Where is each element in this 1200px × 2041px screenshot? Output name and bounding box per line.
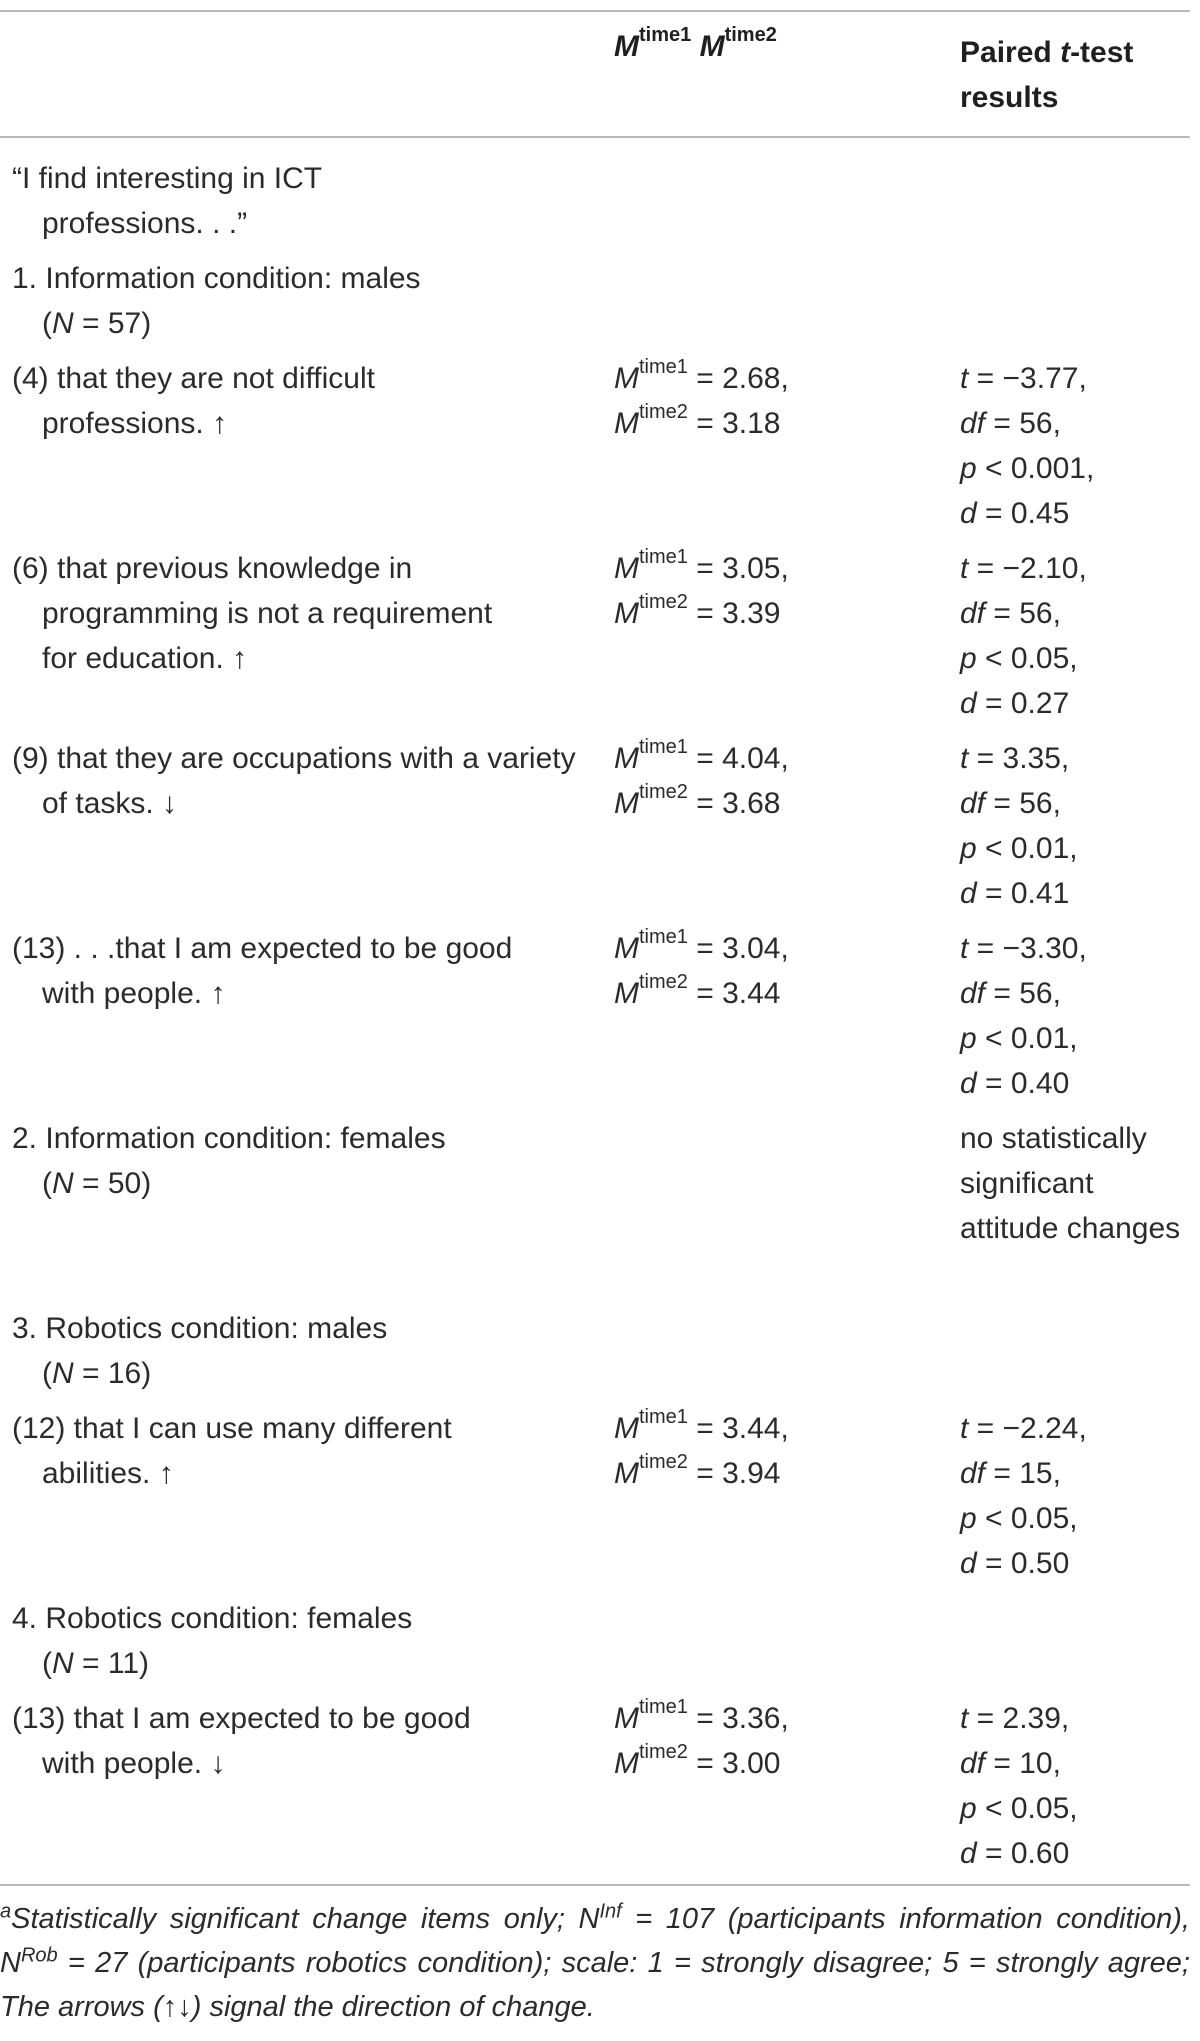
stat-value: = 3.44,: [687, 1412, 789, 1445]
stat-value: M: [614, 407, 639, 440]
stat-value: d: [960, 1837, 977, 1870]
stat-value: df: [960, 787, 986, 820]
stat-value: = 0.27: [976, 687, 1070, 720]
stat-value: [960, 1406, 1195, 1451]
stat-value: = 56,: [985, 597, 1061, 630]
stat-value: [960, 681, 1195, 726]
stat-value: time1: [639, 546, 688, 568]
test-cell: [960, 356, 1195, 536]
stat-value: [960, 926, 1195, 971]
stat-value: = 10,: [985, 1747, 1061, 1780]
item-text: (4) that they are not difficult professions. ↑: [12, 362, 375, 440]
stat-value: = 3.05,: [687, 552, 789, 585]
stat-value: M: [614, 552, 639, 585]
stat-value: M: [614, 1412, 639, 1445]
stat-value: df: [960, 597, 986, 630]
stat-value: = 56,: [985, 977, 1061, 1010]
stat-value: = 3.35,: [968, 742, 1070, 775]
stat-value: < 0.01,: [976, 1022, 1078, 1055]
stat-value: = 3.04,: [687, 932, 789, 965]
stat-value: [614, 401, 914, 446]
stat-value: = 56,: [985, 407, 1061, 440]
bottom-rule: [0, 1884, 1190, 1886]
stat-value: [614, 971, 914, 1016]
stat-value: t: [960, 1702, 969, 1735]
stat-value: = 2.68,: [687, 362, 789, 395]
stat-value: t: [960, 552, 969, 585]
stat-value: [960, 1061, 1195, 1106]
stat-value: = 3.00: [687, 1747, 781, 1780]
stat-value: = 3.44: [687, 977, 781, 1010]
stat-value: time1: [639, 1406, 688, 1428]
stat-value: M: [614, 1457, 639, 1490]
stat-value: M: [614, 362, 639, 395]
stat-value: [960, 401, 1195, 446]
stat-value: [614, 546, 914, 591]
stat-value: d: [960, 497, 977, 530]
means-cell: [614, 356, 914, 446]
stat-value: = −3.77,: [968, 362, 1087, 395]
stat-value: [960, 826, 1195, 871]
item-text: (9) that they are occupations with a variety of tasks. ↓: [12, 742, 576, 820]
stat-value: [960, 1451, 1195, 1496]
header-means: $M^{time1}$ $M^{time2}$: [614, 24, 777, 63]
test-cell: [960, 1406, 1195, 1586]
result-note: no statistically significant attitude changes: [960, 1122, 1181, 1245]
stat-value: [614, 1696, 914, 1741]
stat-value: df: [960, 1747, 986, 1780]
stat-value: time2: [639, 971, 688, 993]
stat-value: p: [960, 1022, 977, 1055]
stat-value: [960, 591, 1195, 636]
means-cell: [614, 1406, 914, 1496]
stat-value: time1: [639, 1696, 688, 1718]
stat-value: = 3.18: [687, 407, 781, 440]
stat-value: [960, 971, 1195, 1016]
stat-value: [960, 871, 1195, 916]
stat-value: p: [960, 1502, 977, 1535]
stat-value: [960, 446, 1195, 491]
stat-value: time2: [639, 1741, 688, 1763]
stat-value: [614, 1451, 914, 1496]
stat-value: [960, 491, 1195, 536]
header-test-results: Paired t-test results: [960, 36, 1134, 114]
stat-value: = 3.39: [687, 597, 781, 630]
stat-value: M: [614, 1702, 639, 1735]
stat-value: t: [960, 362, 969, 395]
stat-value: p: [960, 452, 977, 485]
stat-value: time1: [639, 356, 688, 378]
stat-value: = 0.40: [976, 1067, 1070, 1100]
stat-value: time2: [639, 1451, 688, 1473]
table-footnote: $^a$Statistically significant change items only; $N^{Inf} = 107$ (participants information condition), $N^{Rob} = 27$ (participants robotics condition); scale: 1 = strongly disagree; 5 = strongly agree; The arrows (↑↓) signal the direction of change.: [0, 1900, 1190, 2023]
stat-value: df: [960, 977, 986, 1010]
item-text: (13) . . .that I am expected to be good with people. ↑: [12, 932, 513, 1010]
intro-statement: “I find interesting in ICT professions. . .”: [12, 162, 322, 240]
means-cell: [614, 1696, 914, 1786]
test-cell: [960, 926, 1195, 1106]
header-rule: [0, 136, 1190, 138]
stat-value: = −2.24,: [968, 1412, 1087, 1445]
stat-value: [614, 1741, 914, 1786]
stat-value: < 0.001,: [976, 452, 1095, 485]
stat-value: [614, 1406, 914, 1451]
stat-value: time2: [639, 591, 688, 613]
stat-value: time2: [639, 401, 688, 423]
stat-value: [960, 1831, 1195, 1876]
means-cell: [614, 736, 914, 826]
stat-value: = −2.10,: [968, 552, 1087, 585]
stat-value: < 0.05,: [976, 1502, 1078, 1535]
top-rule: [0, 10, 1190, 12]
stat-value: M: [614, 977, 639, 1010]
stat-value: = 56,: [985, 787, 1061, 820]
stat-value: d: [960, 877, 977, 910]
stat-value: [960, 1016, 1195, 1061]
stat-value: = −3.30,: [968, 932, 1087, 965]
means-cell: [614, 926, 914, 1016]
stat-value: M: [614, 597, 639, 630]
stat-value: d: [960, 1547, 977, 1580]
stat-value: time1: [639, 926, 688, 948]
stat-value: [960, 781, 1195, 826]
test-cell: [960, 546, 1195, 726]
stat-value: [960, 356, 1195, 401]
stat-value: = 3.36,: [687, 1702, 789, 1735]
stat-value: < 0.05,: [976, 1792, 1078, 1825]
stat-value: [960, 736, 1195, 781]
stat-value: = 0.41: [976, 877, 1070, 910]
stat-value: [960, 636, 1195, 681]
stat-value: [960, 1541, 1195, 1586]
stat-value: [960, 1786, 1195, 1831]
test-cell: [960, 1696, 1195, 1876]
stat-value: df: [960, 1457, 986, 1490]
stat-value: p: [960, 642, 977, 675]
stat-value: M: [614, 1747, 639, 1780]
stat-value: = 15,: [985, 1457, 1061, 1490]
stat-value: = 3.94: [687, 1457, 781, 1490]
group-heading: 1. Information condition: males (N = 57): [12, 262, 421, 340]
group-heading: 2. Information condition: females (N = 50): [12, 1122, 446, 1200]
stat-value: [614, 781, 914, 826]
item-text: (12) that I can use many different abilities. ↑: [12, 1412, 452, 1490]
stat-value: d: [960, 1067, 977, 1100]
stat-value: t: [960, 1412, 969, 1445]
stat-value: = 4.04,: [687, 742, 789, 775]
stat-value: t: [960, 932, 969, 965]
item-text: (6) that previous knowledge in programming is not a requirement for education. ↑: [12, 552, 493, 675]
stat-value: [960, 1696, 1195, 1741]
means-cell: [614, 546, 914, 636]
stat-value: M: [614, 932, 639, 965]
stat-value: M: [614, 787, 639, 820]
group-heading: 3. Robotics condition: males (N = 16): [12, 1312, 388, 1390]
stat-value: = 0.50: [976, 1547, 1070, 1580]
stat-value: < 0.01,: [976, 832, 1078, 865]
stat-value: < 0.05,: [976, 642, 1078, 675]
stat-value: df: [960, 407, 986, 440]
stat-value: [960, 1741, 1195, 1786]
stat-value: = 2.39,: [968, 1702, 1070, 1735]
group-heading: 4. Robotics condition: females (N = 11): [12, 1602, 413, 1680]
stat-value: [614, 736, 914, 781]
stat-value: d: [960, 687, 977, 720]
stat-value: p: [960, 832, 977, 865]
item-text: (13) that I am expected to be good with people. ↓: [12, 1702, 471, 1780]
stat-value: p: [960, 1792, 977, 1825]
stat-value: M: [614, 742, 639, 775]
stat-value: = 0.45: [976, 497, 1070, 530]
stat-value: time1: [639, 736, 688, 758]
stat-value: = 0.60: [976, 1837, 1070, 1870]
test-cell: [960, 736, 1195, 916]
stat-value: [960, 546, 1195, 591]
stat-value: time2: [639, 781, 688, 803]
stat-value: [960, 1496, 1195, 1541]
stat-value: = 3.68: [687, 787, 781, 820]
stat-value: [614, 591, 914, 636]
stat-value: t: [960, 742, 969, 775]
stat-value: [614, 926, 914, 971]
stat-value: [614, 356, 914, 401]
